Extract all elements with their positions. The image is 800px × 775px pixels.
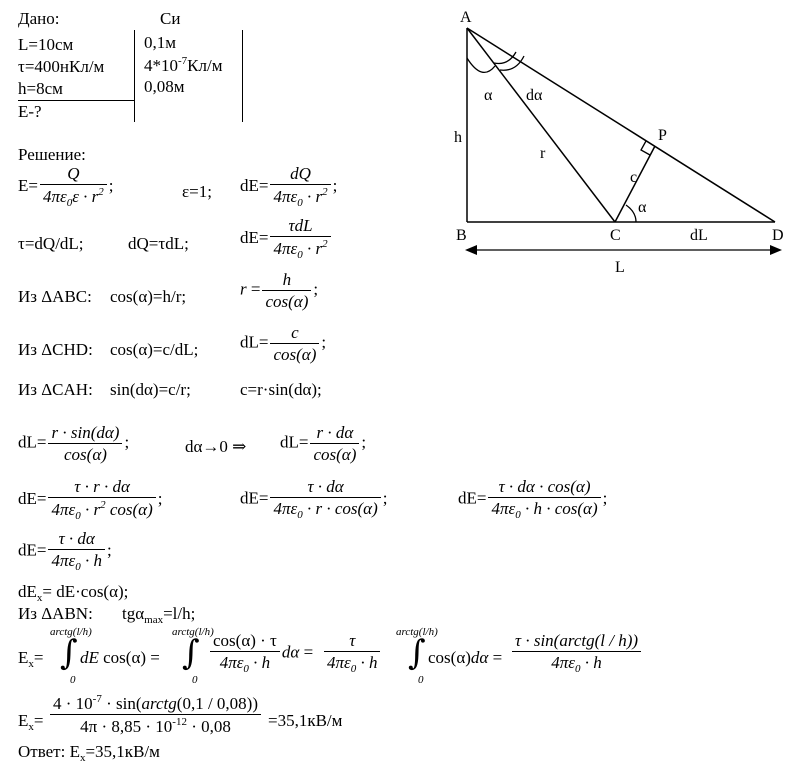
int2-lower: 0 — [192, 674, 198, 686]
int1-body: dE cos(α) = — [80, 648, 160, 667]
int2-upper: arctg(l/h) — [172, 626, 214, 638]
arc-dalpha-1 — [494, 52, 516, 64]
arrow-right — [770, 245, 782, 255]
from-cah: Из ΔCAH: — [18, 380, 93, 399]
epsilon-value: ε=1; — [182, 182, 212, 201]
si-divider — [242, 30, 243, 122]
label-C: C — [610, 227, 621, 244]
formula-dL-1: dL= $\frac{c}{\cos(\alpha)}$ ; — [240, 323, 327, 364]
cos-h-r: cos(α)=h/r; — [110, 287, 187, 306]
geometry-diagram — [450, 0, 790, 280]
label-alpha-C: α — [638, 199, 647, 216]
formula-dE-1: dE= $\frac{dQ}{4\pi\varepsilon_0 \cdot r^2}$ ; — [240, 164, 338, 209]
label-D: D — [772, 227, 784, 244]
label-L: L — [615, 259, 625, 276]
formula-dE-4: dE= $\frac{\tau \cdot d\alpha}{4\pi\varepsilon_0 \cdot r \cdot \cos(\alpha)}$ ; — [240, 477, 388, 521]
si-h: 0,08м — [144, 77, 185, 96]
ex-lhs-2: $E_x=$ — [18, 711, 44, 733]
formula-dE-2: dE= $\frac{\text{τdL}}{4\pi\varepsilon_0 \cdot r^2}$ — [240, 217, 333, 261]
si-header: Си — [160, 9, 181, 28]
label-P: P — [658, 127, 667, 144]
int3-sign: ∫ — [408, 633, 426, 673]
answer: Ответ: $E_x=35,1кВ/м$ — [18, 742, 160, 764]
label-c: c — [630, 169, 638, 186]
given-header: Дано: — [18, 9, 60, 28]
cos-c-dl: cos(α)=c/dL; — [110, 340, 199, 359]
solution-heading: Решение: — [18, 145, 86, 164]
ex-lhs-1: $E_x=$ — [18, 648, 44, 670]
label-r: r — [540, 145, 546, 162]
label-h: h — [454, 129, 462, 146]
given-tau: τ=400нКл/м — [18, 57, 105, 76]
arrow-left — [465, 245, 477, 255]
given-find: E-? — [18, 102, 42, 121]
from-chd: Из ΔCHD: — [18, 340, 93, 359]
int1-lower: 0 — [70, 674, 76, 686]
int3-coef: $\frac{\tau}{4\pi\varepsilon_0 \cdot h}$ — [322, 632, 382, 675]
from-abn: Из ΔABN: — [18, 604, 93, 623]
numeric-fraction: $\frac{4 \cdot 10^{-7} \cdot \sin(arctg(0,1 / 0,08))}{4\pi \cdot 8,85 \cdot 10^{-12} \cdot 0,08}$ — [48, 694, 263, 735]
tau-relation: τ=dQ/dL; — [18, 234, 84, 253]
int3-lower: 0 — [418, 674, 424, 686]
int2-body: $\frac{\cos(\alpha) \cdot \tau}{4\pi\varepsilon_0 \cdot h}$ dα = — [208, 632, 313, 675]
numeric-result: =35,1кВ/м — [268, 711, 343, 730]
label-A: A — [460, 9, 472, 26]
arc-alpha-c — [626, 205, 636, 222]
side-AC — [467, 28, 615, 222]
formula-dL-2: dL= $\frac{r \cdot \sin(d\alpha)}{\cos(\alpha)}$ ; — [18, 423, 130, 464]
dEx-relation: $dE_x= dE\cdot\cos(\alpha)$; — [18, 582, 129, 604]
label-alpha-A: α — [484, 87, 493, 104]
formula-r: r = $\frac{h}{\cos(\alpha)}$ ; — [240, 270, 319, 311]
c-relation: c=r·sin(dα); — [240, 380, 322, 399]
int1-upper: arctg(l/h) — [50, 626, 92, 638]
label-dL: dL — [690, 227, 708, 244]
given-L: L=10см — [18, 35, 74, 54]
si-L: 0,1м — [144, 33, 177, 52]
given-underline — [18, 100, 134, 101]
formula-dE-6: dE= $\frac{\tau \cdot d\alpha}{4\pi\varepsilon_0 \cdot h}$ ; — [18, 529, 112, 573]
dq-relation: dQ=τdL; — [128, 234, 189, 253]
int3-upper: arctg(l/h) — [396, 626, 438, 638]
limit-statement: dα→0 ⇒ — [185, 437, 247, 456]
formula-E: E= $\frac{Q}{4\pi\varepsilon_0\varepsilon \cdot r^2}$ ; — [18, 164, 114, 209]
si-tau: $4*10^{-7}Кл/м$ — [144, 55, 223, 75]
from-abc: Из ΔABC: — [18, 287, 92, 306]
given-h: h=8см — [18, 79, 63, 98]
int3-body: cos(α)dα = — [428, 648, 503, 667]
int2-sign: ∫ — [182, 633, 200, 673]
formula-dL-3: dL= $\frac{r \cdot d\alpha}{\cos(\alpha)}$ ; — [280, 423, 367, 464]
label-dalpha: dα — [526, 87, 543, 104]
formula-dE-5: dE= $\frac{\tau \cdot d\alpha \cdot \cos(\alpha)}{4\pi\varepsilon_0 \cdot h \cdot \cos(\alpha)}$ ; — [458, 477, 608, 521]
label-B: B — [456, 227, 467, 244]
tg-alpha-max: tgα$_{max}$=l/h; — [122, 604, 196, 626]
int1-sign: ∫ — [60, 633, 78, 673]
given-divider — [134, 30, 135, 122]
formula-dE-3: dE= $\frac{\tau \cdot r \cdot d\alpha}{4\pi\varepsilon_0 \cdot r^2 \cos(\alpha)}$ ; — [18, 477, 163, 522]
sin-c-r: sin(dα)=c/r; — [110, 380, 191, 399]
int-result: $\frac{\text{τ · sin(arctg(l / h))}}{4\pi\varepsilon_0 \cdot h}$ — [510, 632, 643, 675]
